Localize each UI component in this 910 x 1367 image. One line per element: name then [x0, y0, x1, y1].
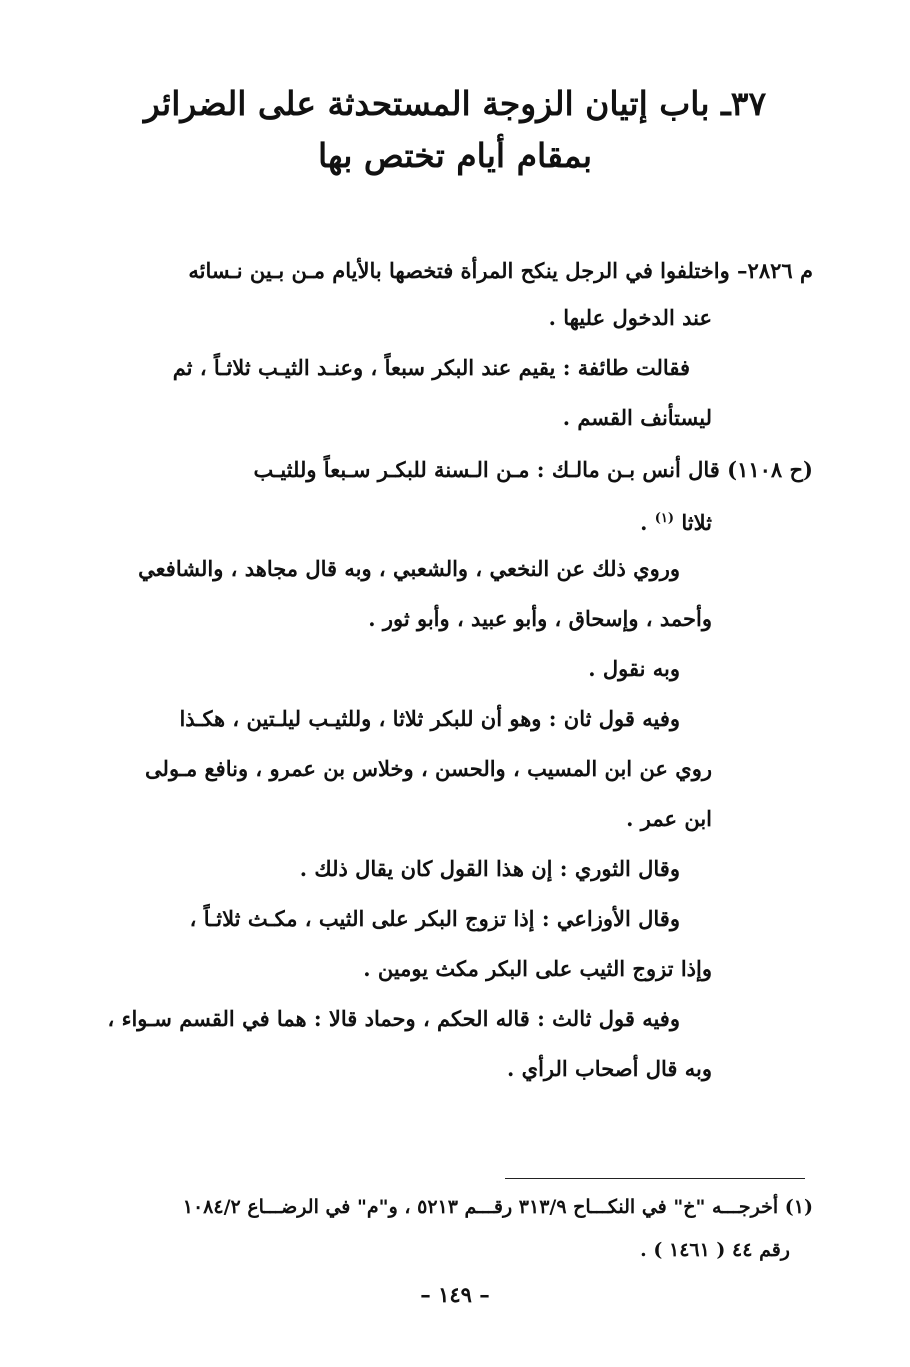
body-line-7: وروي ذلك عن النخعي ، والشعبي ، وبه قال مجاهد ، والشافعي [138, 556, 680, 581]
body-line-15: وإذا تزوج الثيب على البكر مكث يومين . [363, 956, 712, 981]
body-line-9: وبه نقول . [588, 656, 680, 681]
hadith-line-2 [640, 503, 712, 539]
body-line-16: وفيه قول ثالث : قاله الحكم ، وحماد قالا : هما في القسم سـواء ، [107, 1006, 680, 1031]
footnote-reference-marker: (١) [654, 511, 675, 526]
body-line-17: وبه قال أصحاب الرأي . [507, 1056, 712, 1081]
body-line-1: م ٢٨٢٦– واختلفوا في الرجل ينكح المرأة فتخصها بالأيام مـن بـين نـسائه [188, 258, 813, 283]
body-line-10: وفيه قول ثان : وهو أن للبكر ثلاثا ، وللثيـب ليلـتين ، هكـذا [179, 706, 680, 731]
body-line-3: فقالت طائفة : يقيم عند البكر سبعاً ، وعنـد الثيـب ثلاثـاً ، ثم [172, 355, 690, 380]
hadith-line-1: (ح ١١٠٨) قال أنس بـن مالـك : مـن الـسنة للبكـر سـبعاً وللثيـب [253, 457, 813, 482]
footnote-line-1: (١) أخرجـــه "خ" في النكـــاح ٣١٣/٩ رقـــم ٥٢١٣ ، و"م" في الرضـــاع ١٠٨٤/٢ [182, 1196, 813, 1218]
body-line-11: روي عن ابن المسيب ، والحسن ، وخلاس بن عمرو ، ونافع مـولى [145, 756, 712, 781]
page-number: – ١٤٩ – [420, 1282, 490, 1307]
body-line-14: وقال الأوزاعي : إذا تزوج البكر على الثيب ، مكـث ثلاثـاً ، [189, 906, 680, 931]
body-line-8: وأحمد ، وإسحاق ، وأبو عبيد ، وأبو ثور . [368, 606, 712, 631]
chapter-title-line-2: بمقام أيام تختص بها [317, 136, 593, 175]
hadith-line-2-text: ثلاثا [681, 510, 712, 535]
footnote-line-2: رقم ٤٤ ( ١٤٦١ ) . [640, 1239, 790, 1261]
chapter-title-line-1: ٣٧ـ باب إتيان الزوجة المستحدثة على الضرائر [143, 84, 767, 123]
hadith-line-2-end: . [640, 510, 648, 535]
body-line-12: ابن عمر . [626, 806, 712, 831]
body-line-13: وقال الثوري : إن هذا القول كان يقال ذلك . [299, 856, 680, 881]
body-line-4: ليستأنف القسم . [562, 405, 712, 430]
footnote-separator [505, 1178, 805, 1179]
body-line-2: عند الدخول عليها . [548, 305, 712, 330]
